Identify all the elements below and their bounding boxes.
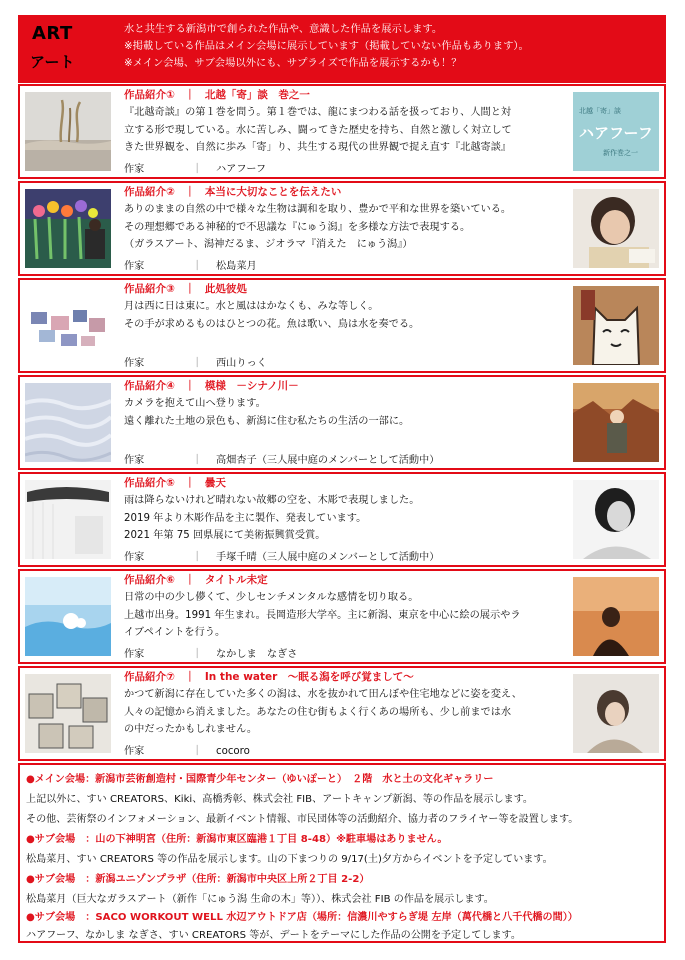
desc-line: その理想郷である神秘的で不思議な『にゅう潟』を多様な方法で表現する。 <box>124 221 471 233</box>
work-2-title: 本当に大切なことを伝えたい <box>204 186 342 198</box>
work-7-artist-portrait <box>573 674 659 753</box>
work-3-heading <box>124 281 247 296</box>
work-card-2 <box>18 181 666 276</box>
header-line: 水と共生する新潟市で創られた作品や、意識した作品を展示します。 <box>124 23 443 35</box>
work-7-description <box>124 686 574 739</box>
desc-line: 2021 年第 75 回県展にて美術振興賞受賞。 <box>124 530 326 541</box>
artist-label: 作家 <box>124 358 145 369</box>
work-6-title: タイトル未定 <box>204 574 268 586</box>
separator: ｜ <box>192 649 203 660</box>
work-4-heading <box>124 378 299 393</box>
sub-venue-1-line: 松島菜月、すい CREATORS 等の作品を展示します。山の下まつりの 9/17(土)夕方からイベントを予定しています。 <box>26 854 553 865</box>
separator: ｜ <box>192 358 203 369</box>
work-1-artist <box>124 160 266 175</box>
work-5-label: 作品紹介⑤ <box>124 477 175 489</box>
work-7-artist <box>124 742 250 757</box>
work-1-logo-image <box>573 92 659 171</box>
work-3-artist-portrait <box>573 286 659 365</box>
work-2-artist <box>124 257 257 272</box>
work-4-artwork-image <box>25 383 111 462</box>
desc-line: 立する形で現している。水に苦しみ、闘ってきた歴史を持ち、自然と激しく対立して <box>124 124 512 136</box>
work-5-title: 曇天 <box>204 477 226 489</box>
work-6-label: 作品紹介⑥ <box>124 574 175 586</box>
artist-label: 作家 <box>124 261 145 272</box>
desc-line: 雨は降らないけれど晴れない故郷の空を、木彫で表現しました。 <box>124 495 420 506</box>
work-card-6 <box>18 569 666 664</box>
header-label-box <box>20 17 120 81</box>
desc-line: 2019 年より木彫作品を主に製作、発表しています。 <box>124 512 367 524</box>
header-description <box>124 21 664 72</box>
separator: ｜ <box>184 574 196 586</box>
work-1-heading <box>124 87 310 102</box>
header-title-en: ART <box>32 23 73 44</box>
artist-label: 作家 <box>124 164 145 175</box>
desc-line: カメラを抱えて山へ登ります。 <box>124 398 266 409</box>
art-header <box>18 15 666 83</box>
separator: ｜ <box>184 89 196 101</box>
work-3-artwork-image <box>25 286 111 365</box>
work-5-artwork-image <box>25 480 111 559</box>
work-card-3 <box>18 278 666 373</box>
work-2-heading <box>124 184 341 199</box>
separator: ｜ <box>184 283 196 295</box>
artist-name: cocoro <box>216 746 250 757</box>
separator: ｜ <box>184 186 196 198</box>
work-2-label: 作品紹介② <box>124 186 175 198</box>
separator: ｜ <box>184 671 196 683</box>
work-3-artist <box>124 354 267 369</box>
main-venue-line: その他、芸術祭のインフォメーション、最新イベント情報、市民団体等の活動紹介、協力者のフライヤー等を設置します。 <box>26 814 579 825</box>
sub-venue-2-heading: ●サブ会場 ：新潟ユニゾンプラザ（住所：新潟市中央区上所２丁目 2-2） <box>26 874 370 885</box>
work-4-title: 模様 －シナノ川－ <box>204 380 299 392</box>
work-7-label: 作品紹介⑦ <box>124 671 175 683</box>
artist-label: 作家 <box>124 455 145 466</box>
work-card-5 <box>18 472 666 567</box>
desc-line: 遠く離れた土地の景色も、新潟に住む私たちの生活の一部に。 <box>124 415 410 427</box>
work-6-artwork-image <box>25 577 111 656</box>
desc-line: 『北越奇談』の第１巻を問う。第１巻では、龍にまつわる話を扱っており、人間と対 <box>124 107 512 118</box>
work-6-artist-portrait <box>573 577 659 656</box>
work-4-description <box>124 395 574 430</box>
work-3-label: 作品紹介③ <box>124 283 175 295</box>
work-4-label: 作品紹介④ <box>124 380 175 392</box>
work-1-artwork-image <box>25 92 111 171</box>
header-title-ja: アート <box>30 53 75 71</box>
work-5-description <box>124 492 574 545</box>
desc-line: ありのままの自然の中で様々な生物は調和を取り、豊かで平和な世界を築いている。 <box>124 204 512 215</box>
separator: ｜ <box>192 746 203 757</box>
sub-venue-3-heading: ●サブ会場 ：SACO WORKOUT WELL 水辺アウトドア店（場所：信濃川やすらぎ堤 左岸（萬代橋と八千代橋の間）） <box>26 912 578 923</box>
work-7-heading <box>124 669 414 684</box>
separator: ｜ <box>184 477 196 489</box>
desc-line: かつて新潟に存在していた多くの潟は、水を抜かれて田んぼや住宅地などに姿を変え、 <box>124 689 522 700</box>
work-5-artist <box>124 548 439 563</box>
work-7-title: In the water ～眠る潟を呼び覚まして～ <box>204 671 414 683</box>
work-3-description <box>124 298 574 333</box>
header-line: ※掲載している作品はメイン会場に展示しています（掲載していない作品もあります）。 <box>124 40 529 52</box>
work-2-artwork-image <box>25 189 111 268</box>
work-6-artist <box>124 645 298 660</box>
artist-name: 手塚千晴（三人展中庭のメンバーとして活動中） <box>216 552 440 563</box>
separator: ｜ <box>192 261 203 272</box>
desc-line: その手が求めるものはひとつの花。魚は歌い、鳥は水を奏でる。 <box>124 318 420 330</box>
header-line: ※メイン会場、サブ会場以外にも、サプライズで作品を展示するかも！？ <box>124 57 462 69</box>
separator: ｜ <box>192 552 203 563</box>
work-6-heading <box>124 572 268 587</box>
work-1-label: 作品紹介① <box>124 89 175 101</box>
sub-venue-2-line: 松島菜月（巨大なガラスアート（新作「にゅう潟 生命の木」等））、株式会社 FIB の作品を展示します。 <box>26 894 494 905</box>
artist-label: 作家 <box>124 746 145 757</box>
desc-line: の中だったかもしれません。 <box>124 724 258 735</box>
separator: ｜ <box>192 164 203 175</box>
main-venue-line: 上記以外に、すい CREATORS、Kiki、高橋秀彰、株式会社 FIB、アートキャンプ新潟、等の作品を展示します。 <box>26 794 534 805</box>
desc-line: イブペイントを行う。 <box>124 627 226 638</box>
work-card-1 <box>18 84 666 179</box>
artist-name: 高畑杏子（三人展中庭のメンバーとして活動中） <box>216 455 440 466</box>
work-5-heading <box>124 475 226 490</box>
separator: ｜ <box>184 380 196 392</box>
venue-info-box <box>18 763 666 943</box>
work-2-artist-portrait <box>573 189 659 268</box>
work-7-artwork-image <box>25 674 111 753</box>
artist-name: なかしま なぎさ <box>216 649 298 660</box>
work-card-4 <box>18 375 666 470</box>
artist-name: 松島菜月 <box>216 261 257 272</box>
separator: ｜ <box>192 455 203 466</box>
work-4-artist <box>124 451 439 466</box>
logo-line: 北越「寄」談 <box>579 107 621 115</box>
desc-line: 月は西に日は東に。水と風ははかなくも、みな等しく。 <box>124 301 379 312</box>
logo-line: 新作巻之一 <box>603 149 638 157</box>
work-2-description <box>124 201 574 254</box>
desc-line: 日常の中の少し儚くて、少しセンチメンタルな感情を切り取る。 <box>124 592 419 603</box>
work-1-description <box>124 104 574 157</box>
artist-label: 作家 <box>124 552 145 563</box>
sub-venue-3-line: ハアフーフ、なかしま なぎさ、すい CREATORS 等が、デートをテーマにした作品の公開を予定してします。 <box>26 930 521 941</box>
work-5-artist-portrait <box>573 480 659 559</box>
work-1-title: 北越「寄」談 巻之一 <box>204 89 310 101</box>
work-card-7 <box>18 666 666 761</box>
artist-name: 西山りっく <box>216 358 267 369</box>
desc-line: （ガラスアート、潟神だるま、ジオラマ『消えた にゅう潟』） <box>124 239 413 250</box>
desc-line: きた世界観を、自然に歩み「寄」り、共生する現代の世界観で捉え直す『北越寄談』 <box>124 142 512 153</box>
work-3-title: 此処彼処 <box>204 283 247 295</box>
work-6-description <box>124 589 574 642</box>
logo-line: ハアフーフ <box>579 124 653 142</box>
desc-line: 上越市出身。1991 年生まれ。長岡造形大学卒。主に新潟、東京を中心に絵の展示やラ <box>124 609 521 621</box>
sub-venue-1-heading: ●サブ会場 ：山の下神明宮（住所：新潟市東区臨港１丁目 8-48）※駐車場はありません。 <box>26 834 448 845</box>
work-4-artist-portrait <box>573 383 659 462</box>
main-venue-heading: ●メイン会場：新潟市芸術創造村・国際青少年センター（ゆいぽーと） ２階 水と土の文化ギャラリー <box>26 774 494 785</box>
artist-label: 作家 <box>124 649 145 660</box>
artist-name: ハアフーフ <box>216 164 267 175</box>
desc-line: 人々の記憶から消えました。あなたの住む街もよく行くあの場所も、少し前までは水 <box>124 706 512 718</box>
